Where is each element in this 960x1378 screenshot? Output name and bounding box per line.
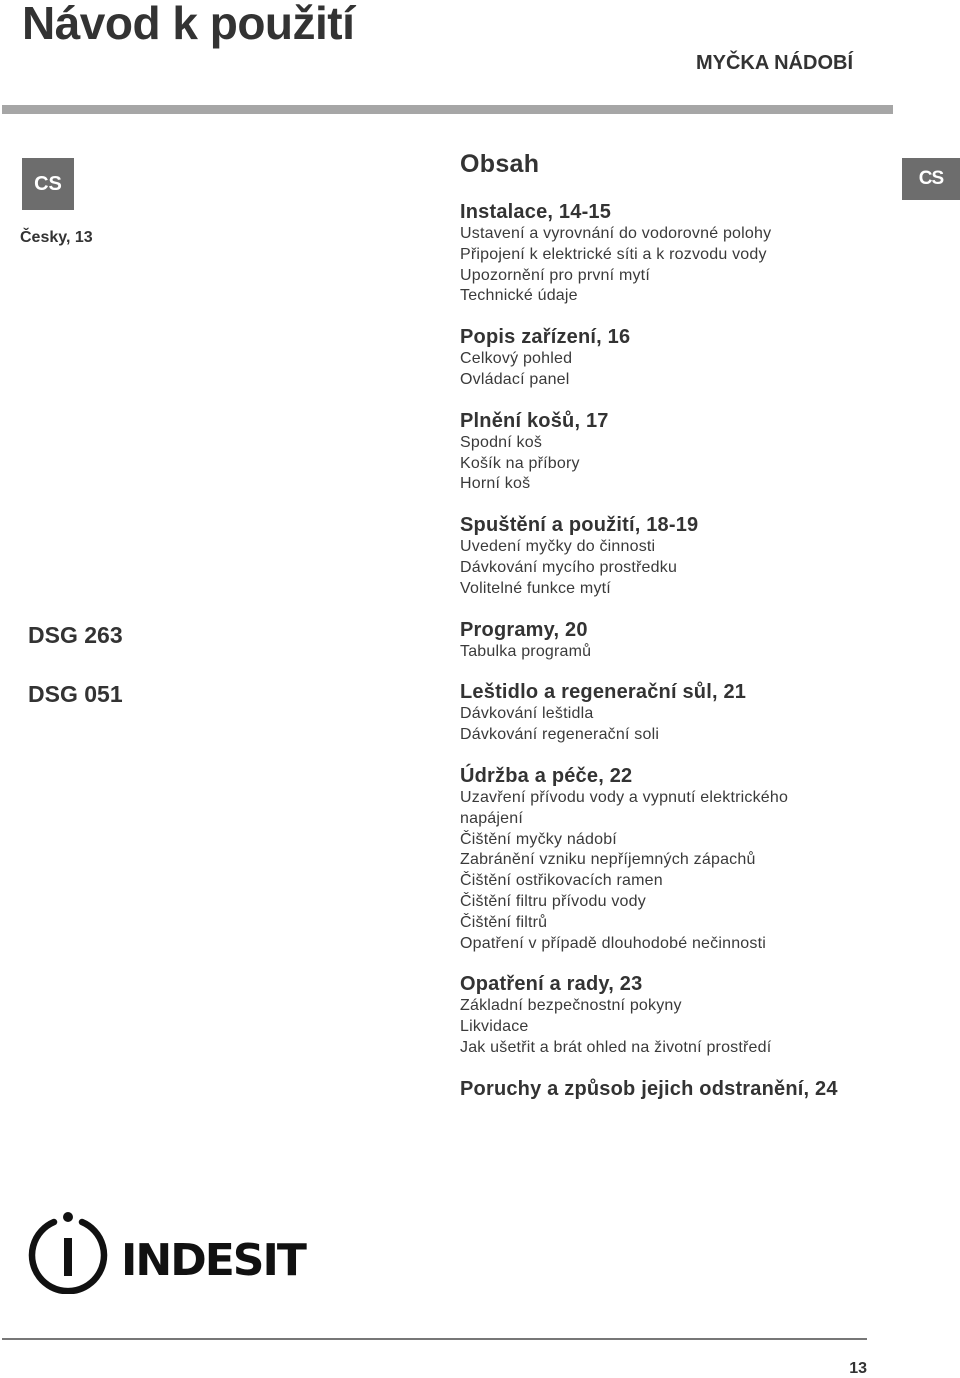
toc-section (460, 326, 900, 391)
toc-section (460, 514, 900, 599)
toc-item[interactable]: Čištění myčky nádobí (460, 830, 617, 848)
toc-title: Obsah (460, 150, 540, 178)
toc-item[interactable]: napájení (460, 809, 523, 827)
toc-item[interactable]: Připojení k elektrické síti a k rozvodu vody (460, 245, 767, 263)
document-title: Návod k použití (22, 0, 355, 49)
toc-section (460, 973, 900, 1058)
toc-item[interactable]: Dávkování mycího prostředku (460, 558, 678, 576)
toc-item[interactable]: Spodní koš (460, 433, 543, 451)
page-number: 13 (849, 1360, 867, 1377)
toc-section-heading[interactable]: Poruchy a způsob jejich odstranění, 24 (460, 1077, 838, 1100)
footer-divider (2, 1338, 867, 1340)
toc-section-heading[interactable]: Programy, 20 (460, 618, 588, 641)
toc-section (460, 619, 900, 663)
toc-item[interactable]: Zabránění vzniku nepříjemných zápachů (460, 851, 756, 869)
toc-section-heading[interactable]: Opatření a rady, 23 (460, 973, 643, 996)
toc-section-heading[interactable]: Spuštění a použití, 18-19 (460, 514, 699, 537)
document-subtitle: MYČKA NÁDOBÍ (695, 52, 853, 74)
toc-section (460, 765, 900, 954)
toc-sections (460, 201, 900, 1101)
toc-item[interactable]: Upozornění pro první mytí (460, 266, 650, 284)
model-number: DSG 051 (28, 681, 123, 707)
table-of-contents (460, 150, 900, 1120)
toc-item[interactable]: Dávkování leštidla (460, 705, 594, 723)
language-badge: CS (22, 158, 74, 210)
brand-logo (28, 1212, 328, 1299)
toc-item[interactable]: Opatření v případě dlouhodobé nečinnosti (460, 934, 766, 952)
toc-item[interactable]: Čištění filtru přívodu vody (460, 892, 646, 910)
indesit-logo-icon (28, 1212, 328, 1294)
toc-section (460, 1078, 900, 1101)
toc-item[interactable]: Základní bezpečnostní pokyny (460, 997, 682, 1015)
toc-section-heading[interactable]: Instalace, 14-15 (460, 201, 612, 223)
toc-item[interactable]: Tabulka programů (460, 642, 592, 660)
toc-item[interactable]: Čištění ostřikovacích ramen (460, 872, 663, 890)
toc-item[interactable]: Jak ušetřit a brát ohled na životní prostředí (460, 1038, 772, 1056)
toc-section (460, 201, 900, 307)
toc-item[interactable]: Čištění filtrů (460, 913, 548, 931)
toc-item[interactable]: Horní koš (460, 475, 531, 493)
toc-section-heading[interactable]: Údržba a péče, 22 (460, 764, 633, 787)
toc-section-heading[interactable]: Leštidlo a regenerační sůl, 21 (460, 681, 747, 704)
model-number: DSG 263 (28, 622, 123, 648)
toc-item[interactable]: Dávkování regenerační soli (460, 726, 660, 744)
brand-logo-text: INDESIT (121, 1235, 305, 1286)
toc-item[interactable]: Uvedení myčky do činnosti (460, 538, 656, 556)
toc-item[interactable]: Uzavření přívodu vody a vypnutí elektrického (460, 788, 789, 806)
header-divider (2, 105, 893, 114)
toc-section (460, 681, 900, 746)
toc-item[interactable]: Likvidace (460, 1018, 529, 1036)
toc-section-heading[interactable]: Popis zařízení, 16 (460, 326, 631, 349)
toc-section (460, 410, 900, 495)
toc-item[interactable]: Ovládací panel (460, 370, 570, 388)
toc-item[interactable]: Ustavení a vyrovnání do vodorovné polohy (460, 225, 772, 242)
language-page-reference[interactable]: Česky, 13 (20, 229, 93, 246)
toc-item[interactable]: Košík na příbory (460, 454, 580, 472)
toc-item[interactable]: Volitelné funkce mytí (460, 579, 611, 597)
toc-item[interactable]: Celkový pohled (460, 350, 573, 368)
toc-item[interactable]: Technické údaje (460, 287, 578, 305)
toc-section-heading[interactable]: Plnění košů, 17 (460, 409, 609, 432)
language-side-tab[interactable]: CS (902, 158, 960, 200)
